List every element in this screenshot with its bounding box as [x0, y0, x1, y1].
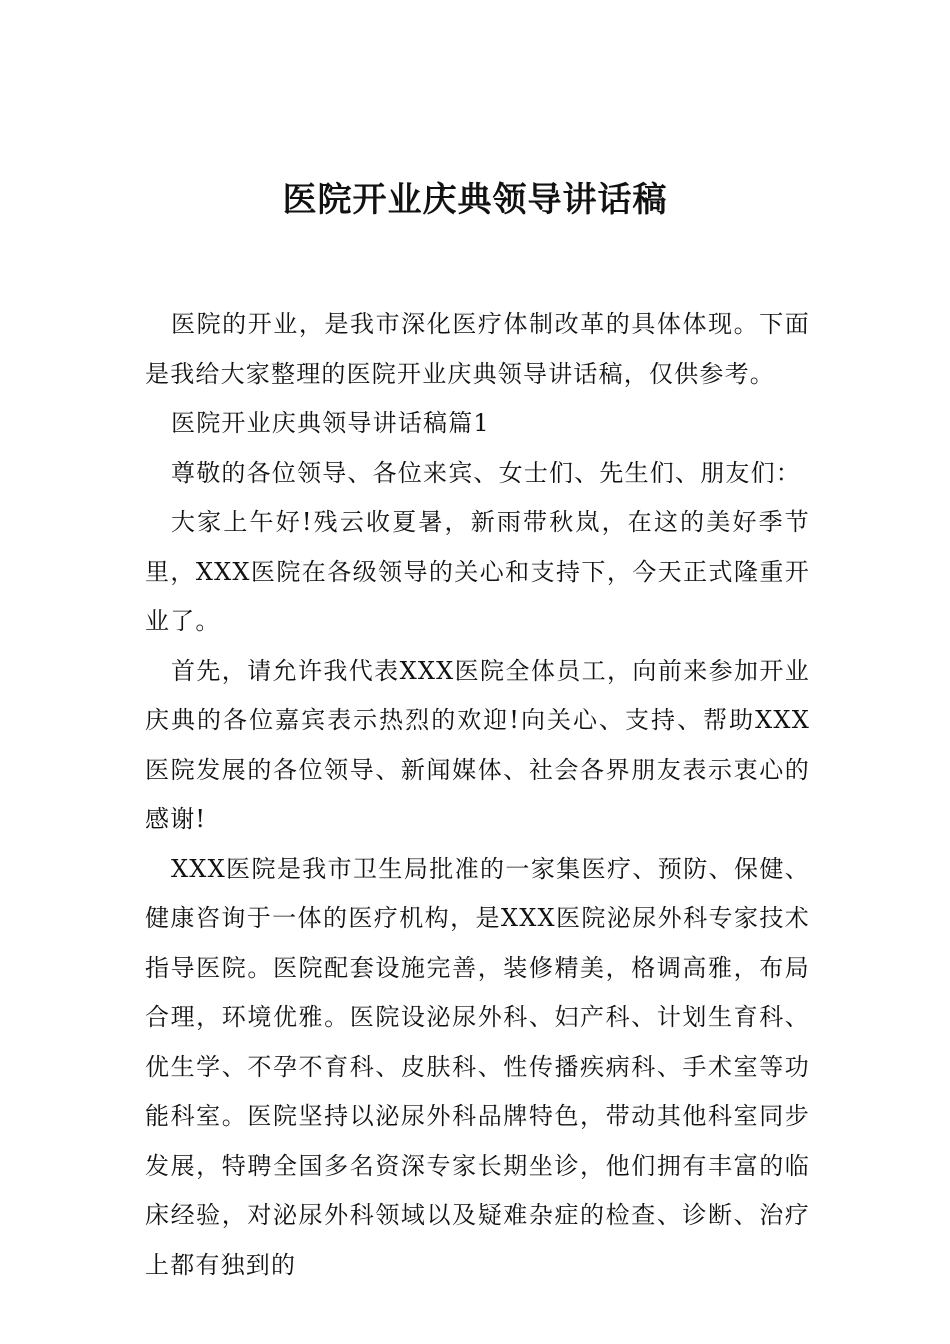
paragraph-greeting: 大家上午好!残云收夏暑，新雨带秋岚，在这的美好季节里，XXX医院在各级领导的关心和支持下，今天正式隆重开业了。	[145, 508, 810, 635]
document-body	[145, 300, 810, 1290]
paragraph-hospital-intro: XXX医院是我市卫生局批准的一家集医疗、预防、保健、健康咨询于一体的医疗机构，是XXX医院泌尿外科专家技术指导医院。医院配套设施完善，装修精美，格调高雅，布局合理，环境优雅。医院设泌尿外科、妇产科、计划生育科、优生学、不孕不育科、皮肤科、性传播疾病科、手术室等功能科室。医院坚持以泌尿外科品牌特色，带动其他科室同步发展，特聘全国多名资深专家长期坐诊，他们拥有丰富的临床经验，对泌尿外科领域以及疑难杂症的检查、诊断、治疗上都有独到的	[145, 854, 810, 1279]
paragraph-salutation: 尊敬的各位领导、各位来宾、女士们、先生们、朋友们：	[171, 458, 801, 487]
paragraph-welcome: 首先，请允许我代表XXX医院全体员工，向前来参加开业庆典的各位嘉宾表示热烈的欢迎!向关心、支持、帮助XXX医院发展的各位领导、新闻媒体、社会各界朋友表示衷心的感谢!	[145, 656, 810, 833]
paragraph-intro: 医院的开业，是我市深化医疗体制改革的具体体现。下面是我给大家整理的医院开业庆典领导讲话稿，仅供参考。	[145, 310, 810, 388]
document-title: 医院开业庆典领导讲话稿	[282, 180, 668, 220]
paragraph-section-heading: 医院开业庆典领导讲话稿篇1	[171, 409, 490, 437]
